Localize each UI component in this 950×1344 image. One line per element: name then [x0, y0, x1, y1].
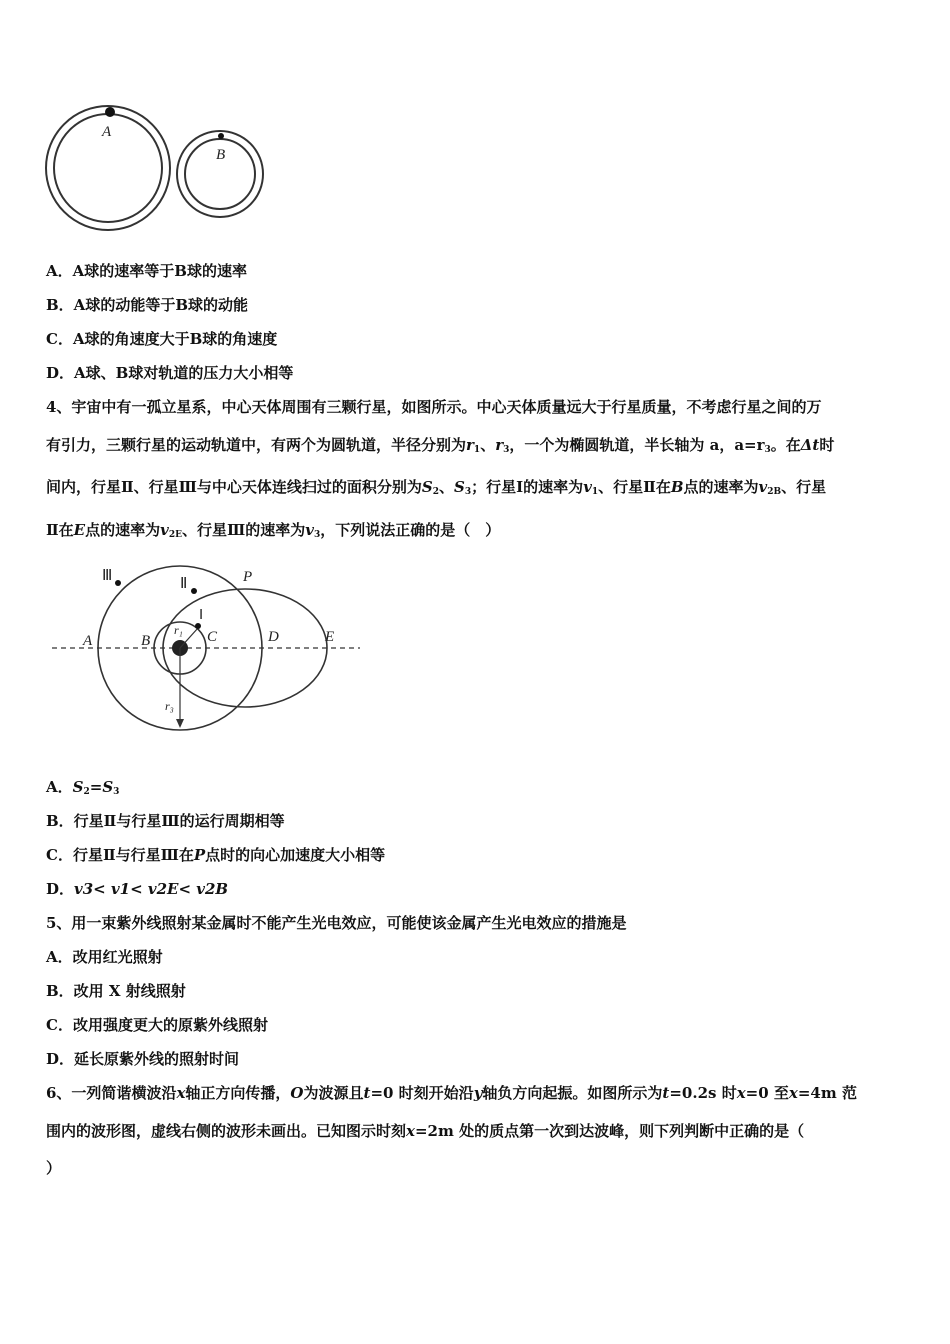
planet-iii — [115, 580, 121, 586]
q5-option-c: C．改用强度更大的原紫外线照射 — [46, 1016, 268, 1034]
q4-line-3: 间内，行星Ⅱ、行星Ⅲ与中心天体连线扫过的面积分别为$S_2$、$S_3$；行星Ⅰ的速率为$v_1$、行星Ⅱ在B点的速率为$v_{2B}$、行星 — [46, 478, 827, 497]
q5-option-d: D．延长原紫外线的照射时间 — [46, 1050, 240, 1068]
figure-circular-tracks — [40, 100, 270, 235]
figure-planet-orbits — [50, 555, 370, 745]
q3-option-a: A．A球的速率等于B球的速率 — [46, 262, 247, 280]
q3-option-d: D．A球、B球对轨道的压力大小相等 — [46, 364, 294, 382]
label-p: P — [243, 569, 253, 585]
label-r1: r₁ — [174, 623, 183, 637]
q5-stem: 5、用一束紫外线照射某金属时不能产生光电效应，可能使该金属产生光电效应的措施是 — [46, 914, 627, 932]
q4-line-4: Ⅱ在E点的速率为$v_{2E}$、行星Ⅲ的速率为$v_3$，下列说法正确的是（ ） — [46, 520, 501, 540]
ball-a — [105, 107, 115, 117]
q5-option-b: B．改用 X 射线照射 — [46, 982, 186, 1000]
label-c: C — [207, 629, 218, 645]
q4-option-d-expr: v3< v1< v2E< v2B — [74, 880, 229, 898]
label-b: B — [216, 147, 226, 163]
track-b-outer — [177, 131, 263, 217]
q4-option-d: D．v3< v1< v2E< v2B — [46, 880, 229, 898]
q4-stem — [46, 389, 908, 554]
label-ii: Ⅱ — [180, 576, 188, 592]
label-a2: A — [83, 633, 93, 649]
q5-option-a: A．改用红光照射 — [46, 948, 163, 966]
label-b2: B — [141, 633, 151, 649]
q3-option-b: B．A球的动能等于B球的动能 — [46, 296, 248, 314]
label-iii: Ⅲ — [102, 568, 113, 584]
q4-line-1: 4、宇宙中有一孤立星系，中心天体周围有三颗行星，如图所示。中心天体质量远大于行星质量，不考虑行星之间的万 — [46, 398, 822, 416]
q3-option-c: C．A球的角速度大于B球的角速度 — [46, 330, 278, 348]
q4-option-a: A．$S_2=S_3$ — [46, 778, 120, 797]
radius-r3-arrow — [176, 719, 184, 728]
q6-line-3: ） — [46, 1159, 62, 1177]
q6-line-2: 围内的波形图，虚线右侧的波形未画出。已知图示时刻x=2m 处的质点第一次到达波峰，则下列判断中正确的是（ — [46, 1121, 805, 1140]
label-d: D — [268, 629, 279, 645]
label-i: Ⅰ — [199, 608, 204, 623]
q6-stem — [46, 1075, 908, 1188]
planet-i — [195, 623, 201, 629]
label-a: A — [102, 124, 112, 140]
q4-option-b: B．行星Ⅱ与行星Ⅲ的运行周期相等 — [46, 812, 285, 830]
label-e: E — [325, 629, 335, 645]
q4-line-2: 有引力，三颗行星的运动轨道中，有两个为圆轨道，半径分别为$r_1$、$r_3$，一个为椭圆轨道，半长轴为 a，$a=r_3$。在Δt时 — [46, 435, 835, 455]
q6-line-1: 6、一列简谐横波沿x轴正方向传播，O为波源且t=0 时刻开始沿y轴负方向起振。如图所示为t=0.2s 时x=0 至x=4m 范 — [46, 1084, 857, 1102]
planet-ii — [191, 588, 197, 594]
q4-option-c: C．行星Ⅱ与行星Ⅲ在P点时的向心加速度大小相等 — [46, 846, 386, 864]
label-r3: r₃ — [165, 699, 174, 713]
ball-b — [218, 133, 224, 139]
